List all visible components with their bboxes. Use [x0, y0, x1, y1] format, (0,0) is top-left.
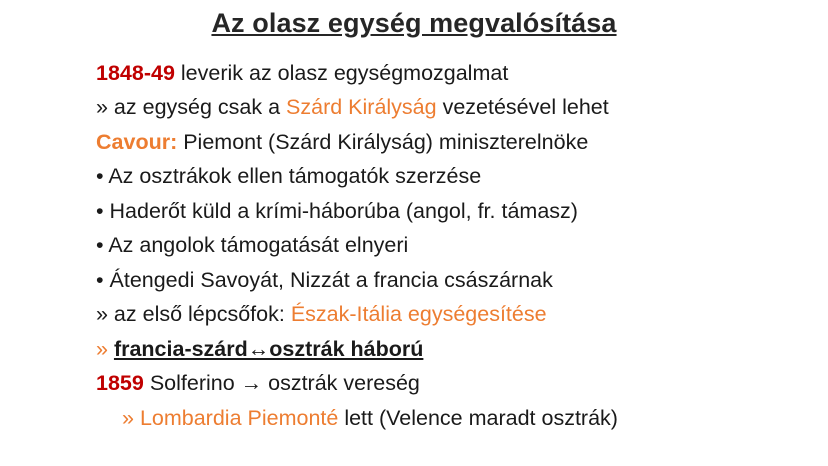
line-krimi-haboru-text-0: • Haderőt küld a krími-háborúba (angol, fr. támasz) [96, 198, 578, 223]
slide-body [96, 56, 796, 436]
line-lombardia-text-2: lett (Velence maradt osztrák) [338, 405, 618, 430]
line-cavour-text-1: Piemont (Szárd Királyság) miniszterelnöke [177, 129, 589, 154]
line-szard-kiralysag-text-1: Szárd Királyság [286, 95, 437, 119]
line-elso-lepcsofok [96, 298, 796, 333]
line-1859-solferino-text-0: 1859 [96, 371, 144, 395]
line-cavour [96, 125, 796, 160]
line-lombardia-text-1: Lombardia Piemonté [139, 405, 339, 430]
line-krimi-haboru [96, 194, 796, 229]
line-osztrakok-ellen [96, 160, 796, 195]
page-title: Az olasz egység megvalósítása [211, 8, 617, 38]
line-lombardia-text-0: » [122, 405, 140, 430]
line-lombardia [96, 401, 796, 436]
line-elso-lepcsofok-text-1: Észak-Itália egységesítése [290, 302, 547, 326]
line-szard-kiralysag [96, 91, 796, 126]
line-francia-szard-haboru-text-1: francia-szárd↔osztrák háború [113, 336, 424, 361]
line-1859-solferino-text-1: Solferino → osztrák vereség [143, 371, 420, 395]
line-francia-szard-haboru [96, 332, 796, 367]
line-1848-text-1: leverik az olasz egységmozgalmat [174, 60, 509, 85]
line-1848 [96, 56, 796, 91]
line-savoya-nizza [96, 263, 796, 298]
line-angolok-tamogatasa [96, 229, 796, 264]
line-1859-solferino [96, 367, 796, 402]
line-szard-kiralysag-text-0: » az egység csak a [96, 95, 287, 119]
line-szard-kiralysag-text-2: vezetésével lehet [436, 95, 609, 119]
line-francia-szard-haboru-text-0: » [96, 336, 114, 361]
line-1848-text-0: 1848-49 [96, 60, 175, 85]
line-elso-lepcsofok-text-0: » az első lépcsőfok: [96, 302, 291, 326]
line-cavour-text-0: Cavour: [96, 129, 178, 154]
line-osztrakok-ellen-text-0: • Az osztrákok ellen támogatók szerzése [96, 164, 482, 188]
line-savoya-nizza-text-0: • Átengedi Savoyát, Nizzát a francia császárnak [96, 267, 553, 292]
line-angolok-tamogatasa-text-0: • Az angolok támogatását elnyeri [96, 233, 409, 257]
